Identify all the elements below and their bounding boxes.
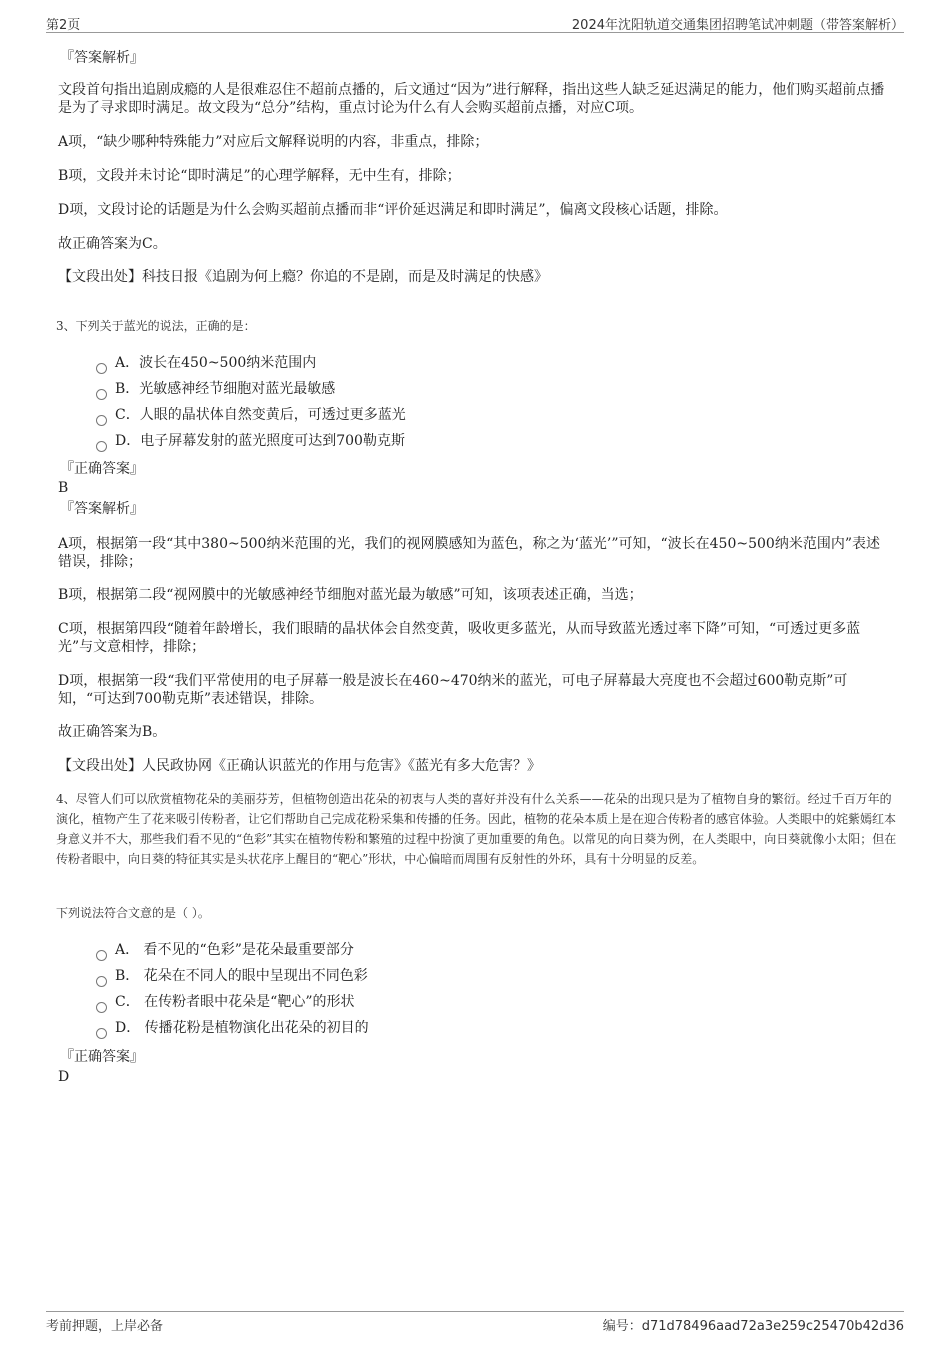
q3-option-c-radio[interactable] (96, 415, 107, 426)
q4-answer-heading: 『正确答案』 (60, 1049, 144, 1065)
q4-option-d[interactable]: D． 传播花粉是植物演化出花朵的初目的 (115, 1020, 369, 1036)
analysis-option-d: D项，文段讨论的话题是为什么会购买超前点播而非“评价延迟满足和即时满足”，偏离文段核心话题，排除。 (58, 202, 728, 218)
q3-option-c[interactable]: C．人眼的晶状体自然变黄后，可透过更多蓝光 (115, 407, 406, 423)
q3-analysis-b: B项，根据第二段“视网膜中的光敏感神经节细胞对蓝光最为敏感”可知，该项表述正确，当选； (58, 587, 643, 603)
serial-label: 编号： (602, 1319, 642, 1334)
q3-option-b-radio[interactable] (96, 389, 107, 400)
analysis-conclusion: 故正确答案为C。 (58, 236, 167, 252)
analysis-heading: 『答案解析』 (60, 50, 144, 66)
q3-option-d-radio[interactable] (96, 441, 107, 452)
q3-answer: B (58, 480, 69, 496)
q3-analysis-c: C项，根据第四段“随着年龄增长，我们眼睛的晶状体会自然变黄，吸收更多蓝光，从而导致蓝光透过率下降”可知，“可透过更多蓝光”与文意相悖，排除； (58, 621, 861, 655)
q3-analysis-a: A项，根据第一段“其中380~500纳米范围的光，我们的视网膜感知为蓝色，称之为‘蓝光’”可知，“波长在450~500纳米范围内”表述错误，排除； (58, 536, 880, 570)
q4-option-c[interactable]: C． 在传粉者眼中花朵是“靶心”的形状 (115, 994, 355, 1010)
serial-number (603, 1315, 904, 1334)
question-4-passage: 4、尽管人们可以欣赏植物花朵的美丽芬芳，但植物创造出花朵的初衷与人类的喜好并没有什么关系——花朵的出现只是为了植物自身的繁衍。经过千百万年的演化，植物产生了花来吸引传粉者，让它们帮助自己完成花粉采集和传播的任务。因此，植物的花朵本质上是在迎合传粉者的感官体验。人类眼中的姹紫嫣红本身意义并不大，那些我们看不见的“色彩”其实在植物传粉和繁殖的过程中扮演了更加重要的角色。以常见的向日葵为例，在人类眼中，向日葵就像小太阳；但在传粉者眼中，向日葵的特征其实是头状花序上醒目的“靶心”形状，中心偏暗而周围有反射性的外环，具有十分明显的反差。 (56, 792, 897, 866)
q3-passage-source: 【文段出处】人民政协网《正确认识蓝光的作用与危害》《蓝光有多大危害？》 (58, 758, 541, 774)
question-4-text: 下列说法符合文意的是（ ）。 (56, 906, 210, 920)
q4-option-b[interactable]: B． 花朵在不同人的眼中呈现出不同色彩 (115, 968, 368, 984)
passage-source: 【文段出处】科技日报《追剧为何上瘾？你追的不是剧，而是及时满足的快感》 (58, 269, 548, 285)
serial-value: d71d78496aad72a3e259c25470b42d36 (641, 1319, 904, 1334)
q3-analysis-d: D项，根据第一段“我们平常使用的电子屏幕一般是波长在460~470纳米的蓝光，可电子屏幕最大亮度也不会超过600勒克斯”可知，“可达到700勒克斯”表述错误，排除。 (58, 673, 848, 707)
q3-conclusion: 故正确答案为B。 (58, 724, 167, 740)
q3-option-a-radio[interactable] (96, 363, 107, 374)
analysis-option-a: A项，“缺少哪种特殊能力”对应后文解释说明的内容，非重点，排除； (58, 134, 489, 150)
q4-option-a-radio[interactable] (96, 950, 107, 961)
q3-analysis-heading: 『答案解析』 (60, 501, 144, 517)
page-number: 第2页 (46, 18, 81, 33)
q3-option-a[interactable]: A．波长在450~500纳米范围内 (115, 355, 317, 371)
footer-slogan: 考前押题，上岸必备 (46, 1319, 164, 1334)
q4-option-a[interactable]: A． 看不见的“色彩”是花朵最重要部分 (115, 942, 354, 958)
analysis-option-b: B项，文段并未讨论“即时满足”的心理学解释，无中生有，排除； (58, 168, 461, 184)
document-title: 2024年沈阳轨道交通集团招聘笔试冲刺题（带答案解析） (571, 18, 904, 33)
question-3-text: 3、下列关于蓝光的说法，正确的是： (56, 319, 256, 333)
q4-option-d-radio[interactable] (96, 1028, 107, 1039)
q3-option-d[interactable]: D．电子屏幕发射的蓝光照度可达到700勒克斯 (115, 433, 405, 449)
page-footer (46, 1311, 904, 1334)
analysis-paragraph: 文段首句指出追剧成瘾的人是很难忍住不超前点播的，后文通过“因为”进行解释，指出这些人缺乏延迟满足的能力，他们购买超前点播是为了寻求即时满足。故文段为“总分”结构，重点讨论为什么有人会购买超前点播，对应C项。 (58, 82, 885, 116)
page-header (46, 14, 904, 33)
q4-option-c-radio[interactable] (96, 1002, 107, 1013)
q4-option-b-radio[interactable] (96, 976, 107, 987)
q4-answer: D (58, 1069, 70, 1085)
q3-answer-heading: 『正确答案』 (60, 461, 144, 477)
q3-option-b[interactable]: B．光敏感神经节细胞对蓝光最敏感 (115, 381, 336, 397)
